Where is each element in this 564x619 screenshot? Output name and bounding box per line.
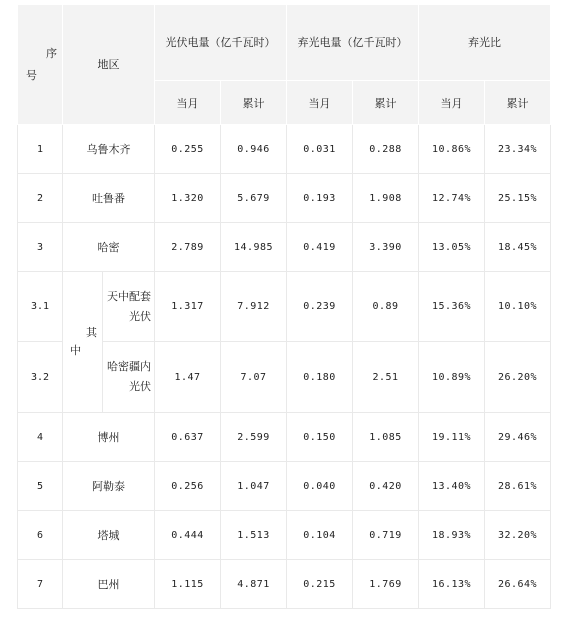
row-ratio-month: 13.40% — [419, 462, 485, 511]
header-seq — [18, 5, 63, 125]
table-row — [18, 462, 551, 511]
row-curtailed-cumulative: 1.769 — [353, 560, 419, 609]
row-ratio-cumulative: 28.61% — [485, 462, 551, 511]
row-seq: 3 — [18, 223, 63, 272]
row-region: 巴州 — [63, 560, 155, 609]
row-region: 博州 — [63, 413, 155, 462]
row-seq: 2 — [18, 174, 63, 223]
table-row — [18, 174, 551, 223]
group-label-cell — [63, 272, 103, 413]
row-curtailed-cumulative: 1.085 — [353, 413, 419, 462]
table-row — [18, 125, 551, 174]
table-row — [18, 560, 551, 609]
row-pv-month: 1.317 — [155, 272, 221, 342]
row-curtailed-month: 0.150 — [287, 413, 353, 462]
row-ratio-month: 10.89% — [419, 342, 485, 413]
row-pv-cumulative: 14.985 — [221, 223, 287, 272]
row-curtailed-month: 0.419 — [287, 223, 353, 272]
row-region: 塔城 — [63, 511, 155, 560]
row-seq: 1 — [18, 125, 63, 174]
row-region: 阿勒泰 — [63, 462, 155, 511]
row-ratio-month: 15.36% — [419, 272, 485, 342]
row-curtailed-cumulative: 0.288 — [353, 125, 419, 174]
row-pv-cumulative: 0.946 — [221, 125, 287, 174]
row-curtailed-month: 0.215 — [287, 560, 353, 609]
header-region: 地区 — [63, 5, 155, 125]
row-ratio-month: 18.93% — [419, 511, 485, 560]
row-curtailed-cumulative: 2.51 — [353, 342, 419, 413]
row-curtailed-month: 0.180 — [287, 342, 353, 413]
row-pv-cumulative: 1.047 — [221, 462, 287, 511]
row-pv-cumulative: 7.07 — [221, 342, 287, 413]
header-curtailed-month: 当月 — [287, 81, 353, 125]
header-pv-cumulative: 累计 — [221, 81, 287, 125]
row-pv-cumulative: 2.599 — [221, 413, 287, 462]
row-pv-month: 0.637 — [155, 413, 221, 462]
row-region: 哈密 — [63, 223, 155, 272]
row-region: 哈密疆内光伏 — [103, 342, 155, 413]
row-pv-cumulative: 5.679 — [221, 174, 287, 223]
header-seq-line1: 序 — [46, 46, 57, 60]
header-pv-power: 光伏电量（亿千瓦时） — [155, 5, 287, 81]
table-row — [18, 223, 551, 272]
row-curtailed-month: 0.239 — [287, 272, 353, 342]
row-region: 天中配套光伏 — [103, 272, 155, 342]
row-pv-month: 2.789 — [155, 223, 221, 272]
group-label-char1: 其 — [86, 326, 97, 339]
row-curtailed-month: 0.031 — [287, 125, 353, 174]
table-row — [18, 511, 551, 560]
row-ratio-cumulative: 32.20% — [485, 511, 551, 560]
header-curtailment-ratio: 弃光比 — [419, 5, 551, 81]
group-label-char2: 中 — [70, 344, 81, 357]
header-curtailed-power: 弃光电量（亿千瓦时） — [287, 5, 419, 81]
row-ratio-cumulative: 29.46% — [485, 413, 551, 462]
row-ratio-cumulative: 23.34% — [485, 125, 551, 174]
row-pv-month: 0.255 — [155, 125, 221, 174]
row-ratio-cumulative: 26.64% — [485, 560, 551, 609]
row-curtailed-month: 0.104 — [287, 511, 353, 560]
row-ratio-month: 10.86% — [419, 125, 485, 174]
header-pv-month: 当月 — [155, 81, 221, 125]
row-ratio-cumulative: 18.45% — [485, 223, 551, 272]
row-curtailed-cumulative: 0.420 — [353, 462, 419, 511]
row-seq: 3.1 — [18, 272, 63, 342]
header-seq-line2: 号 — [26, 68, 37, 82]
row-pv-month: 0.256 — [155, 462, 221, 511]
row-ratio-cumulative: 26.20% — [485, 342, 551, 413]
row-curtailed-cumulative: 3.390 — [353, 223, 419, 272]
row-seq: 5 — [18, 462, 63, 511]
pv-curtailment-table — [17, 4, 551, 609]
row-ratio-cumulative: 10.10% — [485, 272, 551, 342]
row-curtailed-cumulative: 0.719 — [353, 511, 419, 560]
row-pv-month: 0.444 — [155, 511, 221, 560]
row-curtailed-cumulative: 1.908 — [353, 174, 419, 223]
table-row — [18, 272, 551, 342]
row-curtailed-month: 0.040 — [287, 462, 353, 511]
header-curtailed-cumulative: 累计 — [353, 81, 419, 125]
row-seq: 6 — [18, 511, 63, 560]
row-curtailed-month: 0.193 — [287, 174, 353, 223]
row-seq: 7 — [18, 560, 63, 609]
header-ratio-cumulative: 累计 — [485, 81, 551, 125]
row-region: 乌鲁木齐 — [63, 125, 155, 174]
row-seq: 3.2 — [18, 342, 63, 413]
row-pv-month: 1.115 — [155, 560, 221, 609]
row-ratio-month: 12.74% — [419, 174, 485, 223]
table-row — [18, 413, 551, 462]
row-curtailed-cumulative: 0.89 — [353, 272, 419, 342]
row-pv-month: 1.320 — [155, 174, 221, 223]
row-pv-month: 1.47 — [155, 342, 221, 413]
row-ratio-month: 19.11% — [419, 413, 485, 462]
row-region: 吐鲁番 — [63, 174, 155, 223]
row-ratio-cumulative: 25.15% — [485, 174, 551, 223]
row-pv-cumulative: 4.871 — [221, 560, 287, 609]
row-seq: 4 — [18, 413, 63, 462]
row-pv-cumulative: 1.513 — [221, 511, 287, 560]
row-pv-cumulative: 7.912 — [221, 272, 287, 342]
row-ratio-month: 13.05% — [419, 223, 485, 272]
row-ratio-month: 16.13% — [419, 560, 485, 609]
header-ratio-month: 当月 — [419, 81, 485, 125]
